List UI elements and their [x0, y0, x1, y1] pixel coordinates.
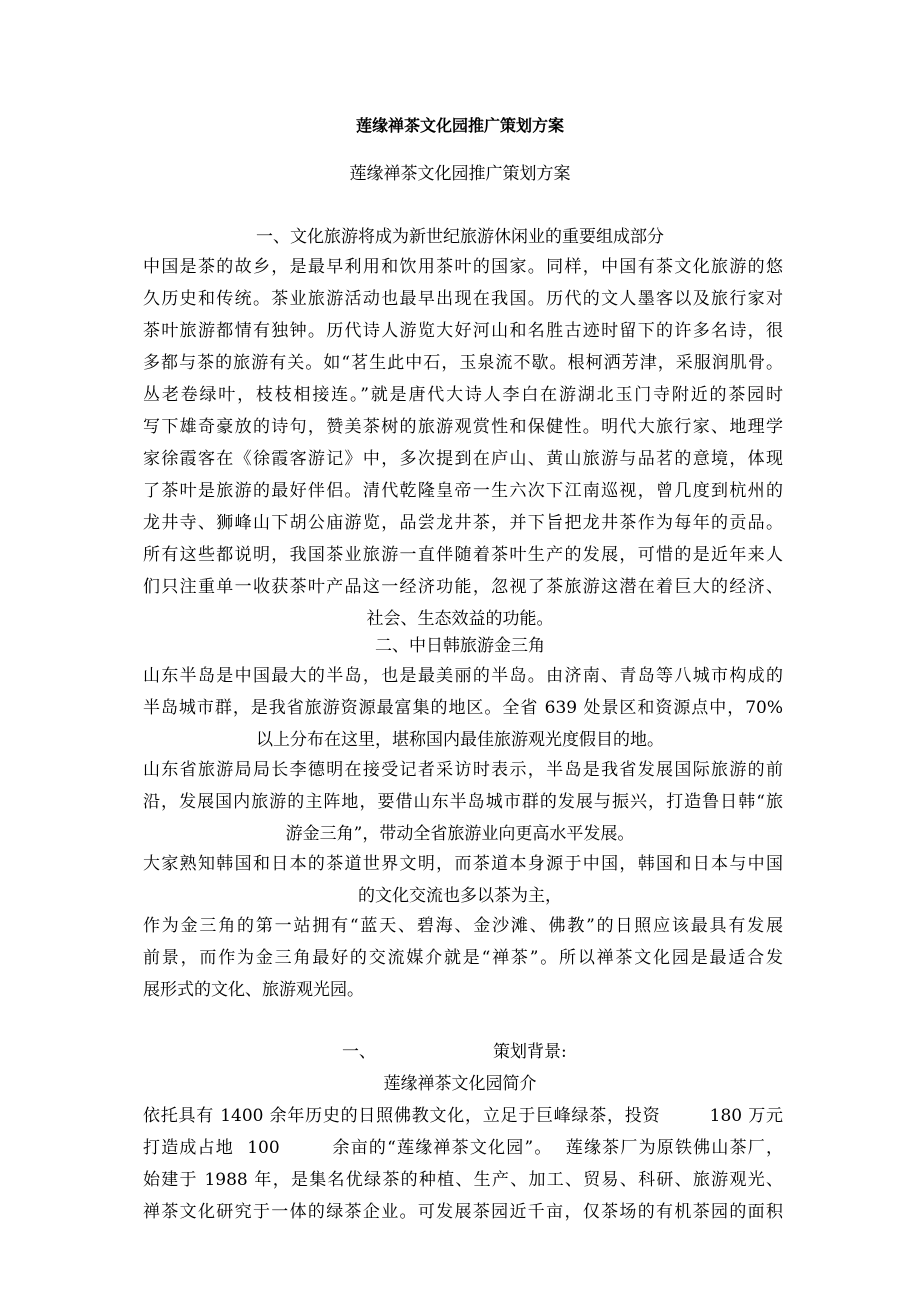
paragraph-line: 以上分布在这里，堪称国内最佳旅游观光度假目的地。: [256, 730, 664, 750]
paragraph-line: 展形式的文化、旅游观光园。: [143, 980, 364, 1000]
section-heading: 二、中日韩旅游金三角: [375, 636, 545, 656]
paragraph-line: 丛老卷绿叶，枝枝相接连。”就是唐代大诗人李白在游湖北玉门寺附近的茶园时: [143, 385, 783, 405]
paragraph-line: 了茶叶是旅游的最好伴侣。清代乾隆皇帝一生六次下江南巡视，曾几度到杭州的: [143, 481, 783, 501]
section-heading: 策划背景:: [493, 1042, 567, 1062]
paragraph-line: 打造成占地 100 余亩的“莲缘禅茶文化园”。 莲缘茶厂为原铁佛山茶厂，: [143, 1138, 783, 1158]
document-subtitle: 莲缘禅茶文化园推广策划方案: [349, 164, 571, 184]
paragraph-line: 前景，而作为金三角最好的交流媒介就是“禅茶”。所以禅茶文化园是最适合发: [143, 948, 783, 968]
section-heading-number: 一、: [342, 1042, 376, 1062]
paragraph-line: 们只注重单一收获茶叶产品这一经济功能，忽视了茶旅游这潜在着巨大的经济、: [143, 577, 783, 597]
paragraph-line: 沿，发展国内旅游的主阵地，要借山东半岛城市群的发展与振兴，打造鲁日韩“旅: [143, 792, 783, 812]
paragraph-line: 中国是茶的故乡，是最早利用和饮用茶叶的国家。同样，中国有茶文化旅游的悠: [143, 257, 783, 277]
section-subheading: 莲缘禅茶文化园简介: [383, 1074, 537, 1094]
paragraph-line: 半岛城市群，是我省旅游资源最富集的地区。全省 639 处景区和资源点中，70%: [143, 698, 783, 718]
paragraph-line: 禅茶文化研究于一体的绿茶企业。可发展茶园近千亩，仅茶场的有机茶园的面积: [143, 1202, 783, 1222]
section-heading: 一、文化旅游将成为新世纪旅游休闲业的重要组成部分: [256, 227, 664, 247]
paragraph-line: 久历史和传统。茶业旅游活动也最早出现在我国。历代的文人墨客以及旅行家对: [143, 289, 783, 309]
paragraph-line: 游金三角”，带动全省旅游业向更高水平发展。: [285, 824, 635, 844]
paragraph-line: 大家熟知韩国和日本的茶道世界文明，而茶道本身源于中国，韩国和日本与中国: [143, 854, 783, 874]
paragraph-line: 的文化交流也多以茶为主，: [358, 886, 562, 906]
paragraph-line: 茶叶旅游都情有独钟。历代诗人游览大好河山和名胜古迹时留下的许多名诗，很: [143, 321, 783, 341]
paragraph-line: 家徐霞客在《徐霞客游记》中，多次提到在庐山、黄山旅游与品茗的意境，体现: [143, 449, 783, 469]
paragraph-line: 山东半岛是中国最大的半岛，也是最美丽的半岛。由济南、青岛等八城市构成的: [143, 666, 783, 686]
paragraph-line: 作为金三角的第一站拥有“蓝天、碧海、金沙滩、佛教”的日照应该最具有发展: [143, 916, 783, 936]
paragraph-line: 山东省旅游局局长李德明在接受记者采访时表示，半岛是我省发展国际旅游的前: [143, 760, 783, 780]
document-title: 莲缘禅茶文化园推广策划方案: [355, 116, 564, 135]
paragraph-line: 社会、生态效益的功能。: [366, 609, 554, 629]
paragraph-line: 写下雄奇豪放的诗句，赞美茶树的旅游观赏性和保健性。明代大旅行家、地理学: [143, 417, 783, 437]
paragraph-line: 依托具有 1400 余年历史的日照佛教文化，立足于巨峰绿茶，投资 180 万元: [143, 1106, 783, 1126]
paragraph-line: 所有这些都说明，我国茶业旅游一直伴随着茶叶生产的发展，可惜的是近年来人: [143, 545, 783, 565]
paragraph-line: 龙井寺、狮峰山下胡公庙游览，品尝龙井茶，并下旨把龙井茶作为每年的贡品。: [143, 513, 783, 533]
paragraph-line: 始建于 1988 年，是集名优绿茶的种植、生产、加工、贸易、科研、旅游观光、: [143, 1170, 783, 1190]
paragraph-line: 多都与茶的旅游有关。如“茗生此中石，玉泉流不歇。根柯洒芳津，采服润肌骨。: [143, 353, 783, 373]
